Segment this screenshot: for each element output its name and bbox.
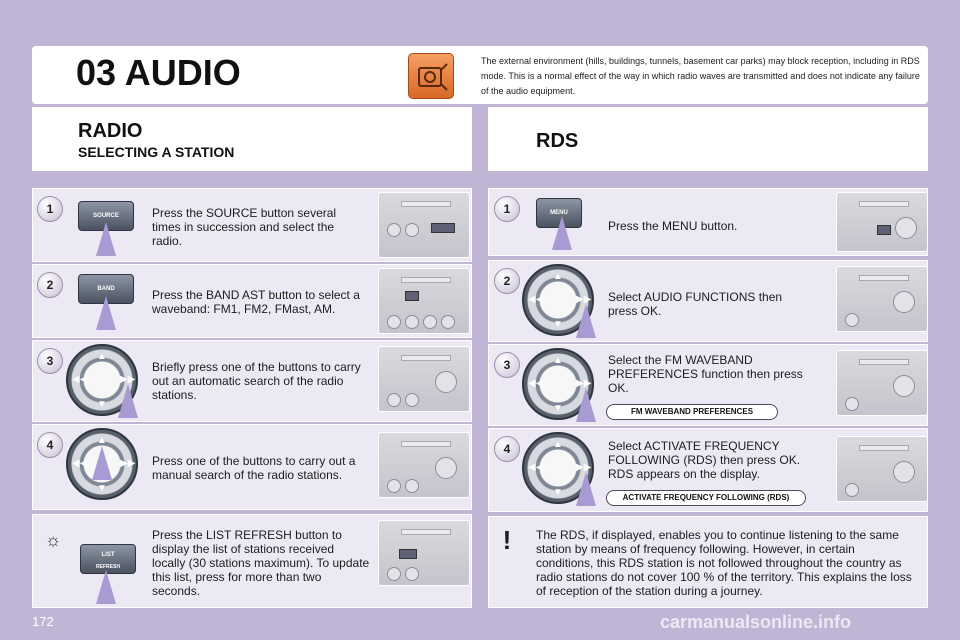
rds-warning-text: The RDS, if displayed, enables you to continue listening to the same station by means of frequency following. However, in certain conditions, this RDS station is not followed throughout the country as radio stations do not cover 100 % of the territory. This explains the loss of reception of the station during a journey.	[536, 528, 912, 598]
step-number: 4	[494, 436, 520, 462]
page-title: 03 AUDIO	[76, 52, 241, 93]
press-arrow-icon	[96, 222, 116, 256]
page-number: 172	[32, 614, 54, 629]
press-arrow-icon	[96, 570, 116, 604]
radio-unit-image	[836, 266, 928, 332]
fm-waveband-preferences-label: FM WAVEBAND PREFERENCES	[606, 404, 778, 420]
radio-unit-image	[836, 436, 928, 502]
step-text: Press the BAND AST button to select a waveband: FM1, FM2, FMast, AM.	[152, 288, 360, 316]
radio-unit-image	[378, 192, 470, 258]
press-arrow-icon	[576, 388, 596, 422]
navigation-dial[interactable]: ▲ ▼ ◀◀ ▶▶	[66, 344, 138, 416]
step-text: Press the SOURCE button several times in succession and select the radio.	[152, 206, 337, 248]
radio-unit-image	[378, 346, 470, 412]
refresh-button-label: REFRESH	[96, 564, 120, 570]
band-button[interactable]: BAND	[78, 274, 134, 304]
navigation-dial[interactable]: ▲ ▼ ◀◀ ▶▶	[66, 428, 138, 500]
press-arrow-icon	[552, 216, 572, 250]
step-text: Press one of the buttons to carry out a manual search of the radio stations.	[152, 454, 356, 482]
sun-tip-icon: ☼	[44, 530, 62, 550]
reception-note: The external environment (hills, buildings, tunnels, basement car parks) may block reception, including in RDS mode. This is a normal effect of the way in which radio waves are transmitted and does not indicate any failure of the audio equipment.	[481, 56, 920, 96]
radio-unit-image	[836, 350, 928, 416]
step-number: 1	[37, 196, 63, 222]
press-arrow-icon	[576, 304, 596, 338]
menu-button[interactable]: MENU	[536, 198, 582, 228]
navigation-dial[interactable]: ▲ ▼ ◀◀ ▶▶	[522, 432, 594, 504]
source-button[interactable]: SOURCE	[78, 201, 134, 231]
watermark: carmanualsonline.info	[660, 612, 852, 632]
step-number: 3	[494, 352, 520, 378]
navigation-dial[interactable]: ▲ ▼ ◀◀ ▶▶	[522, 348, 594, 420]
step-text: Press the MENU button.	[608, 219, 738, 233]
navigation-dial[interactable]: ▲ ▼ ◀◀ ▶▶	[522, 264, 594, 336]
step-text: Select the FM WAVEBAND PREFERENCES function then press OK.	[608, 353, 803, 395]
radio-unit-image	[378, 432, 470, 498]
step-text: Select AUDIO FUNCTIONS then press OK.	[608, 290, 783, 318]
tip-text: Press the LIST REFRESH button to display the list of stations received locally (30 stations maximum). To update this list, press for more than two seconds.	[152, 528, 370, 598]
press-arrow-icon	[118, 384, 138, 418]
press-arrow-icon	[92, 446, 112, 480]
activate-frequency-following-label: ACTIVATE FREQUENCY FOLLOWING (RDS)	[606, 490, 806, 506]
step-number: 2	[494, 268, 520, 294]
radio-unit-image	[836, 192, 928, 252]
step-number: 1	[494, 196, 520, 222]
press-arrow-icon	[576, 472, 596, 506]
rds-section-title: RDS	[536, 130, 579, 152]
step-number: 4	[37, 432, 63, 458]
step-text: Select ACTIVATE FREQUENCY FOLLOWING (RDS) then press OK. RDS appears on the display.	[608, 439, 801, 481]
radio-unit-image	[378, 520, 470, 586]
list-button-label: LIST	[101, 552, 115, 558]
exclamation-icon: !	[502, 525, 512, 555]
press-arrow-icon	[96, 296, 116, 330]
step-number: 2	[37, 272, 63, 298]
audio-speaker-icon	[408, 53, 454, 99]
selecting-station-subtitle: SELECTING A STATION	[78, 144, 235, 160]
step-number: 3	[37, 348, 63, 374]
radio-section-title: RADIO	[78, 120, 143, 142]
step-text: Briefly press one of the buttons to carry out an automatic search of the radio stations.	[152, 360, 361, 402]
radio-unit-image	[378, 268, 470, 334]
